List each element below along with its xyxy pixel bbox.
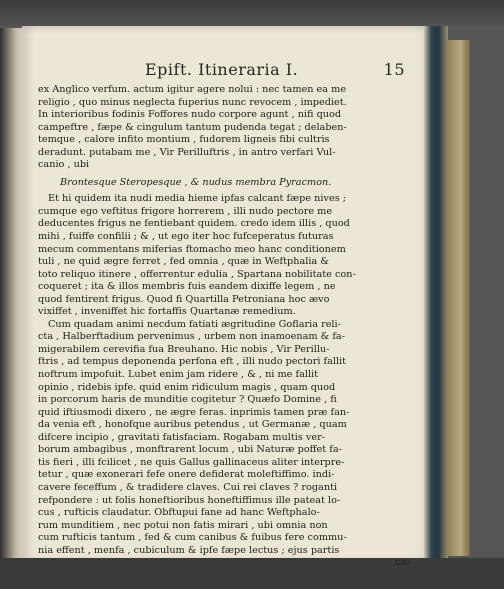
text-line: religio , quo minus neglecta fuperius nunc revocem , impediet. bbox=[38, 96, 347, 108]
paragraph-line: quod fentirent frigus. Quod fi Quartilla Petroniana hoc ævo bbox=[38, 293, 330, 305]
paragraph-line: tuli , ne quid ægre ferret , fed omnia , quæ in Weftphalia & bbox=[38, 256, 329, 268]
text-line: In interioribus fodinis Foffores nudo corpore agunt , nifi quod bbox=[38, 109, 342, 121]
paragraph-line: toto reliquo itinere , offerrentur edulia , Spartana nobilitate con- bbox=[38, 268, 356, 280]
paragraph-line: deducentes frigus ne fentiebant quidem. credo idem illis , quod bbox=[38, 218, 350, 230]
paragraph-line: Et hi quidem ita nudi media hieme ipfas calcant fæpe nives ; bbox=[48, 193, 347, 205]
paragraph-line: mecum commentans miferias ftomacho meo hanc conditionem bbox=[38, 243, 346, 255]
paragraph-line: da venia eft , honofque auribus petendus , ut Germanæ , quam bbox=[38, 419, 347, 431]
left-page-edge bbox=[0, 28, 22, 558]
paragraph-line: in porcorum haris de munditie cogitetur ? Quæfo Domine , fi bbox=[38, 394, 337, 406]
paragraph-line: refpondere : ut folis honeftioribus honeftiffimus ille pateat lo- bbox=[38, 494, 341, 506]
paragraph-line: mihi , fuiffe confilii ; & , ut ego iter hoc fufceperatus futuras bbox=[38, 231, 334, 243]
paragraph-line: cumque ego veftitus frigore horrerem , illi nudo pectore me bbox=[38, 205, 333, 217]
paragraph-line: borum ambagibus , monftrarent locum , ubi Naturæ poffet fa- bbox=[38, 444, 342, 456]
paragraph-line: tetur , quæ exonerari fefe onere defiderat moleftiffimo. indi- bbox=[38, 469, 335, 481]
running-title: Epift. Itineraria I. bbox=[145, 60, 299, 79]
catchword: cu- bbox=[395, 557, 410, 569]
text-line: deradunt. putabam me , Vir Perilluftris , in antro verfari Vul- bbox=[38, 146, 336, 158]
paragraph-line: ftris , ad tempus deponenda perfona eft , illi nudo pectori fallit bbox=[38, 356, 347, 368]
running-header bbox=[145, 60, 405, 82]
paragraph-line: quid iftiusmodi dixero , ne ægre feras. inprimis tamen præ fan- bbox=[38, 406, 350, 418]
paragraph-line: cavere feceffum , & tradidere claves. Cui rei claves ? roganti bbox=[38, 481, 338, 493]
verse-quotation: Brontesque Steropesque , & nudus membra Pyracmon. bbox=[60, 176, 332, 188]
paragraph-line: cta , Halberftadium pervenimus , urbem non inamoenam & fa- bbox=[38, 331, 345, 343]
text-line: ex Anglico verfum. actum igitur agere nolui : nec tamen ea me bbox=[38, 84, 347, 95]
page-text bbox=[38, 84, 410, 570]
page-fore-edge bbox=[424, 26, 448, 562]
paragraph-line: vixiffet , inveniffet hic fortaffis Quartanæ remedium. bbox=[38, 306, 296, 318]
text-line: temque , calore infito montium , fudorem ligneis fibi cultris bbox=[38, 134, 330, 146]
paragraph-line: nia effent , menfa , cubiculum & ipfe fæpe lectus ; ejus partis bbox=[38, 544, 340, 556]
paragraph-line: difcere incipio , gravitati fatisfaciam. Rogabam multis ver- bbox=[38, 431, 325, 443]
paragraph-line: Cum quadam animi necdum fatiati ægritudine Goflaria reli- bbox=[48, 318, 341, 330]
paragraph-line: cus , rufticis claudatur. Obftupui fane ad hanc Weftphalo- bbox=[38, 507, 320, 519]
paragraph-line: migerabilem cerevifia fua Breuhano. Hic nobis , Vir Perillu- bbox=[38, 343, 330, 355]
book-cover-edge bbox=[446, 40, 470, 556]
page-number: 15 bbox=[383, 60, 405, 79]
paragraph-line: rum munditiem , nec potui non fatis mirari , ubi omnia non bbox=[38, 519, 328, 531]
paragraph-line: tis fieri , illi fcilicet , ne quis Gallus gallinaceus aliter interpre- bbox=[38, 456, 345, 468]
text-line: campeftre , fæpe & cingulum tantum pudenda tegat ; delaben- bbox=[38, 121, 347, 133]
paragraph-line: coqueret ; ita & illos membris fuis eandem dixiffe legem , ne bbox=[38, 281, 336, 293]
text-line: canio , ubi bbox=[38, 159, 90, 171]
paragraph-line: opinio , ridebis ipfe. quid enim ridiculum magis , quam quod bbox=[38, 381, 336, 393]
paragraph-line: cum rufticis tantum , fed & cum canibus & fuibus fere commu- bbox=[38, 532, 347, 544]
paragraph-line: noftrum impofuit. Lubet enim jam ridere , & , ni me fallit bbox=[38, 369, 319, 381]
